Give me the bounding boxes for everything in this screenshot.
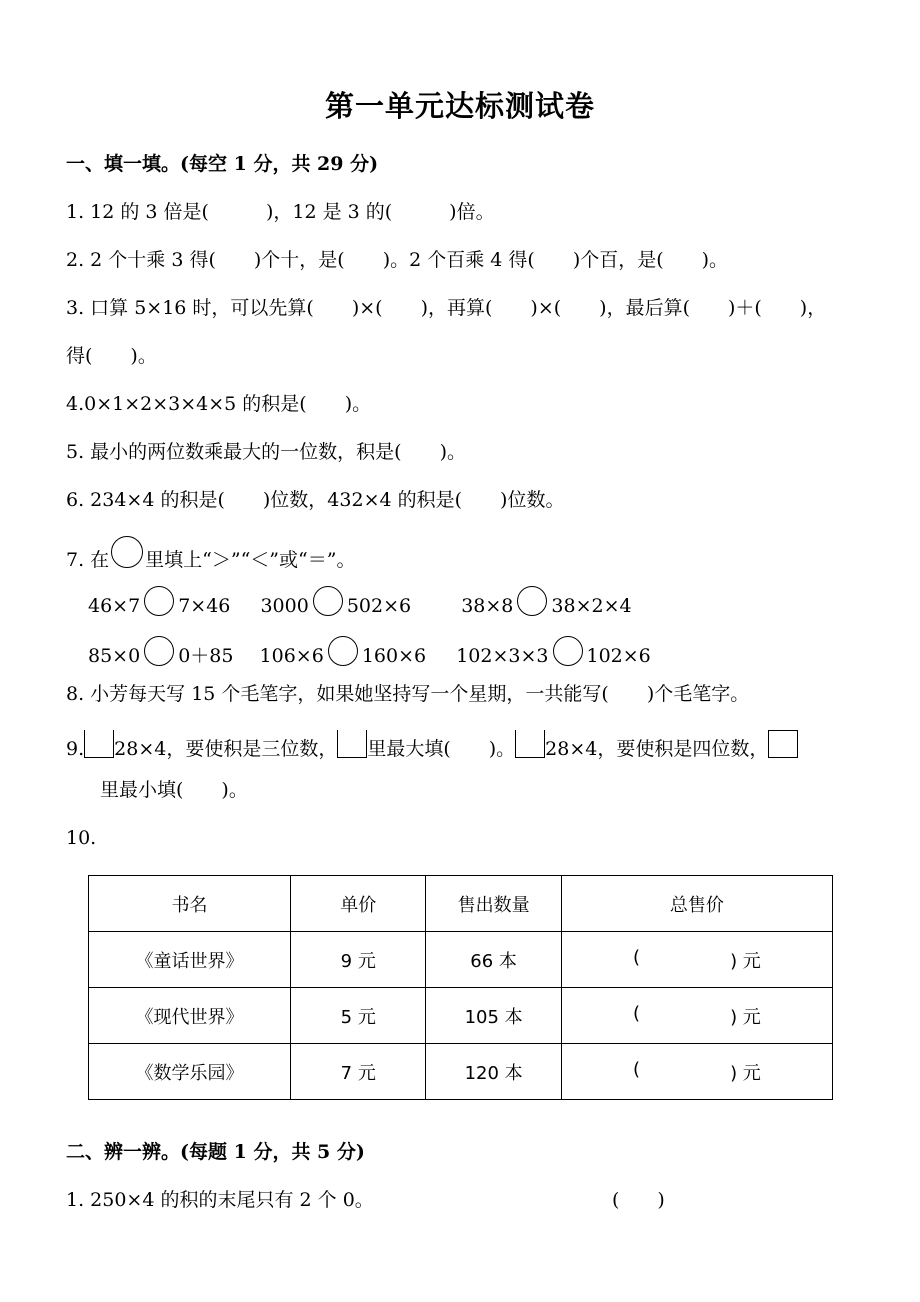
- compare-right: 0＋85: [178, 645, 234, 667]
- section1-heading: 一、填一填。(每空 1 分，共 29 分): [66, 153, 379, 175]
- question-5: 5. 最小的两位数乘最大的一位数，积是( )。: [66, 441, 466, 463]
- quantity-sold: 120 本: [426, 1044, 561, 1100]
- compare-left: 38×8: [461, 595, 514, 617]
- table-row: [89, 988, 833, 1044]
- compare-right: 502×6: [346, 595, 412, 617]
- q9-number: 9.: [66, 738, 85, 760]
- compare-circle-icon[interactable]: [553, 636, 583, 666]
- q7-prefix: 7. 在: [66, 549, 110, 571]
- paren-close-unit: ) 元: [730, 950, 761, 972]
- compare-left: 102×3×3: [456, 645, 549, 667]
- quantity-sold: 66 本: [426, 932, 561, 988]
- paren-open: (: [633, 1058, 641, 1080]
- paren-close-unit: ) 元: [730, 1062, 761, 1084]
- question-2: 2. 2 个十乘 3 得( )个十，是( )。2 个百乘 4 得( )个百，是( )。: [66, 249, 729, 271]
- blank-box-icon[interactable]: [84, 730, 114, 758]
- compare-right: 102×6: [586, 645, 651, 667]
- compare-circle-icon[interactable]: [144, 636, 174, 666]
- compare-left: 3000: [260, 595, 309, 617]
- compare-right: 38×2×4: [551, 595, 632, 617]
- section2-heading: 二、辨一辨。(每题 1 分，共 5 分): [66, 1141, 365, 1163]
- compare-circle-icon[interactable]: [144, 586, 174, 616]
- q9-part-c: 28×4，要使积是四位数，: [545, 738, 769, 760]
- unit-price: 7 元: [291, 1044, 426, 1100]
- total-price-blank[interactable]: [561, 932, 832, 988]
- compare-right: 160×6: [361, 645, 427, 667]
- judge-answer-paren[interactable]: ( ): [612, 1189, 665, 1211]
- question-4: 4.0×1×2×3×4×5 的积是( )。: [66, 393, 372, 415]
- blank-box-icon: [337, 730, 367, 758]
- compare-circle-icon: [111, 536, 143, 568]
- compare-circle-icon[interactable]: [328, 636, 358, 666]
- table-row: [89, 932, 833, 988]
- question-7-instruction: [66, 536, 355, 572]
- compare-circle-icon[interactable]: [517, 586, 547, 616]
- header-book-name: 书名: [89, 876, 291, 932]
- question-7-row1: [88, 586, 632, 618]
- page-title: 第一单元达标测试卷: [324, 89, 595, 123]
- q9-part-b: 里最大填( )。: [367, 738, 516, 760]
- header-quantity-sold: 售出数量: [426, 876, 561, 932]
- q7-suffix: 里填上“＞”“＜”或“＝”。: [145, 549, 356, 571]
- book-sales-table: [88, 875, 833, 1100]
- paren-open: (: [633, 1002, 641, 1024]
- question-6: 6. 234×4 的积是( )位数，432×4 的积是( )位数。: [66, 489, 565, 511]
- question-8: 8. 小芳每天写 15 个毛笔字，如果她坚持写一个星期，一共能写( )个毛笔字。: [66, 683, 750, 705]
- header-unit-price: 单价: [291, 876, 426, 932]
- quantity-sold: 105 本: [426, 988, 561, 1044]
- header-total-price: 总售价: [561, 876, 832, 932]
- paren-close-unit: ) 元: [730, 1006, 761, 1028]
- book-name: 《数学乐园》: [89, 1044, 291, 1100]
- question-3-line2: 得( )。: [66, 345, 157, 367]
- question-1: 1. 12 的 3 倍是( )，12 是 3 的( )倍。: [66, 201, 495, 223]
- unit-price: 9 元: [291, 932, 426, 988]
- table-row: [89, 1044, 833, 1100]
- compare-left: 106×6: [259, 645, 324, 667]
- question-10-number: 10.: [66, 827, 97, 849]
- table-header-row: [89, 876, 833, 932]
- blank-box-icon[interactable]: [515, 730, 545, 758]
- compare-left: 46×7: [88, 595, 141, 617]
- book-name: 《童话世界》: [89, 932, 291, 988]
- blank-box-icon: [768, 730, 798, 758]
- compare-right: 7×46: [178, 595, 231, 617]
- compare-left: 85×0: [88, 645, 141, 667]
- book-name: 《现代世界》: [89, 988, 291, 1044]
- paren-open: (: [633, 946, 641, 968]
- question-9-line1: [66, 730, 798, 761]
- compare-circle-icon[interactable]: [313, 586, 343, 616]
- total-price-blank[interactable]: [561, 1044, 832, 1100]
- question-9-line2: 里最小填( )。: [100, 779, 248, 801]
- question-3-line1: 3. 口算 5×16 时，可以先算( )×( )，再算( )×( )，最后算( )＋( )，: [66, 297, 827, 319]
- q9-part-a: 28×4，要使积是三位数，: [114, 738, 338, 760]
- total-price-blank[interactable]: [561, 988, 832, 1044]
- judge-question-1: 1. 250×4 的积的末尾只有 2 个 0。: [66, 1189, 374, 1211]
- question-7-row2: [88, 636, 651, 668]
- unit-price: 5 元: [291, 988, 426, 1044]
